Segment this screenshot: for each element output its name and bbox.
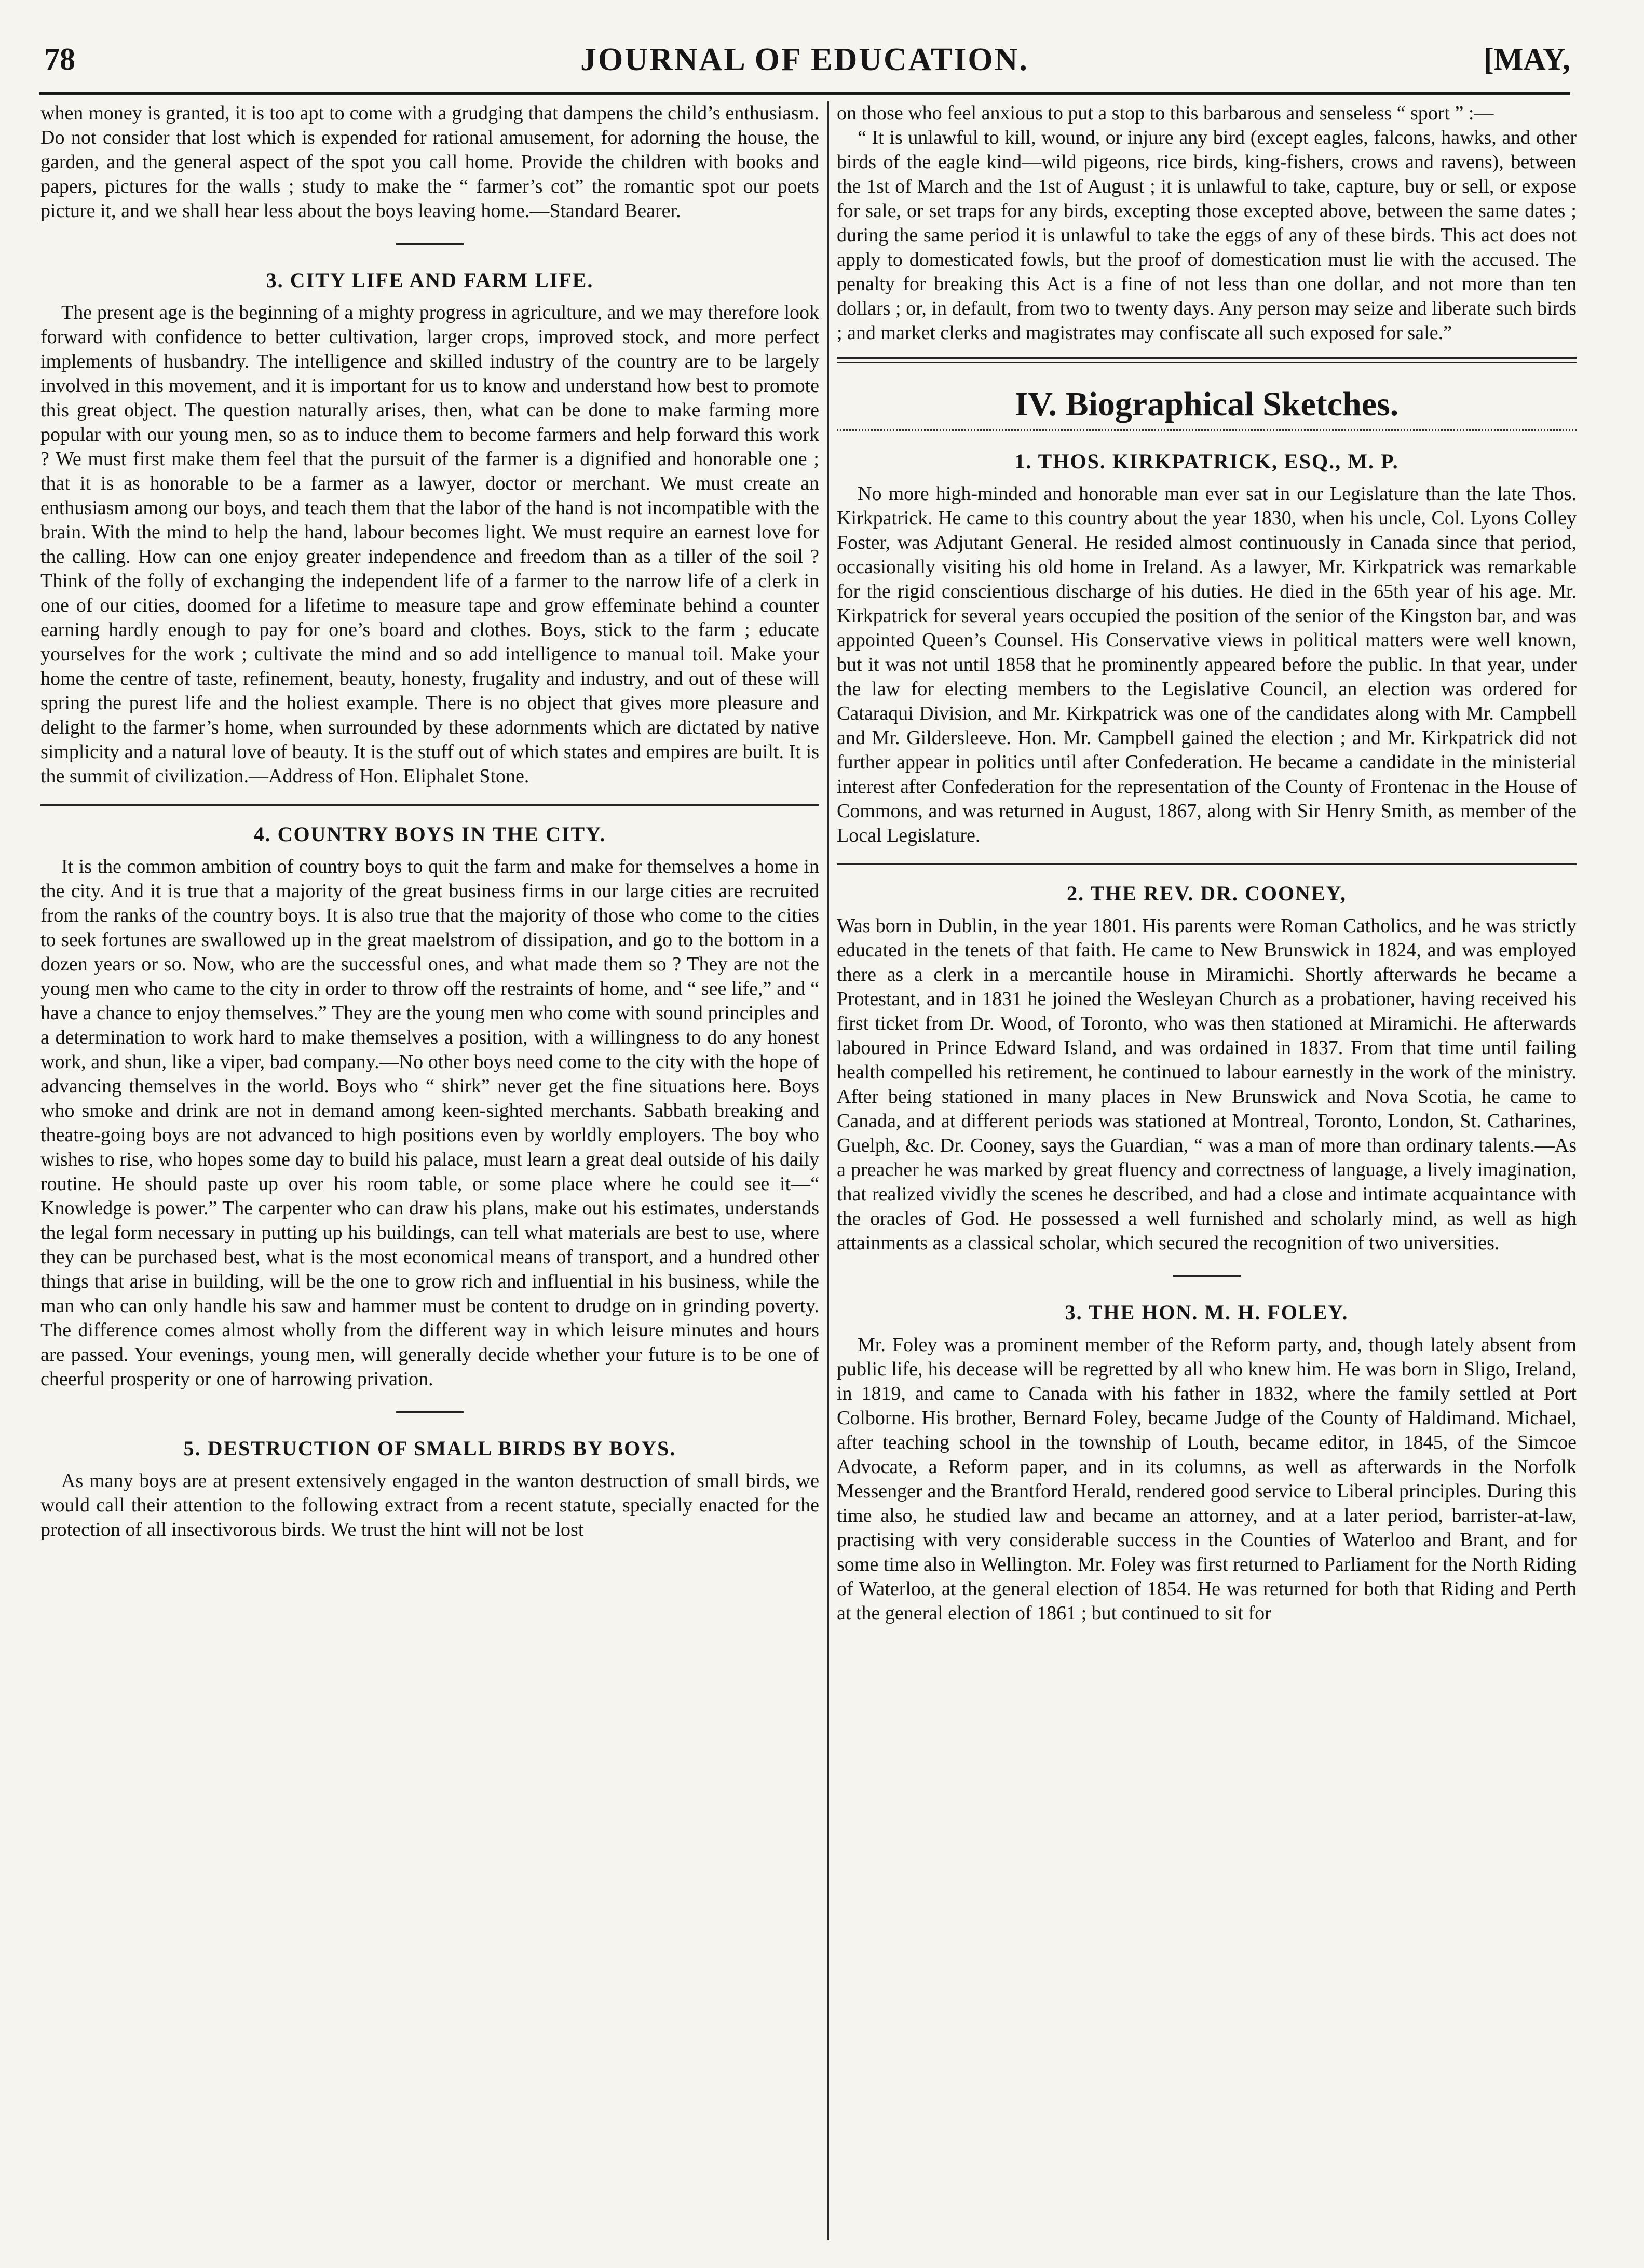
sketch-heading-kirkpatrick: 1. THOS. KIRKPATRICK, ESQ., M. P. — [1014, 450, 1399, 473]
separator-rule — [396, 1411, 464, 1413]
separator-rule — [396, 243, 464, 245]
sketch-body-kirkpatrick: No more high-minded and honorable man ever sat in our Legislature than the late Thos. Kirkpatrick. He came to this country about the year 1830, when his uncle, Col. Lyons Colley Foster, was Adjutant General. He resided almost continuously in Canada since that period, occasionally visiting his old home in Ireland. As a lawyer, Mr. Kirkpatrick was remarkable for the rigid conscientious discharge of his duties. He died in the 65th year of his age. Mr. Kirkpatrick for several years occupied the position of the senior of the Kingston bar, and was appointed Queen’s Counsel. His Conservative views in political matters were well known, but it was not until 1858 that he prominently appeared before the public. In that year, under the law for electing members to the Legislative Council, an election was ordered for Cataraqui Division, and Mr. Kirkpatrick was one of the candidates along with Mr. Campbell and Mr. Gildersleeve. Hon. Mr. Campbell gained the election ; and Mr. Kirkpatrick did not further appear in politics until after Confederation. He became a candidate in the ministerial interest after Confederation for the representation of the County of Frontenac in the House of Commons, and was returned in August, 1867, along with Sir Henry Smith, as member of the Local Legislature. — [837, 483, 1577, 846]
sketch-body-foley: Mr. Foley was a prominent member of the Reform party, and, though lately absent from public life, his decease will be regretted by all who knew him. He was born in Sligo, Ireland, in 1819, and came to Canada with his father in 1832, where the family settled at Port Colborne. His brother, Bernard Foley, became Judge of the County of Haldimand. Michael, after teaching school in the township of Louth, became editor, in 1845, of the Simcoe Advocate, a Reform paper, and in its columns, as well as afterwards in the Norfolk Messenger and the Brantford Herald, rendered good service to Liberal principles. During this time also, he studied law and became an attorney, and at a later period, barrister-at-law, practising with very considerable success in the Counties of Waterloo and Brant, and for some time also in Wellington. Mr. Foley was first returned to Parliament for the North Riding of Waterloo, at the general election of 1854. He was returned for both that Riding and Perth at the general election of 1861 ; but continued to sit for — [837, 1334, 1577, 1624]
statute-quote: “ It is unlawful to kill, wound, or injure any bird (except eagles, falcons, hawks, and other birds of the eagle kind—wild pigeons, rice birds, king-fishers, crows and ravens), between the 1st of March and the 1st of August ; it is unlawful to take, capture, buy or sell, or expose for sale, or set traps for any birds, excepting those excepted above, between the same dates ; during the same period it is unlawful to take the eggs of any of these birds. This act does not apply to domesticated fowls, but the proof of domestication must lie with the accused. The penalty for breaking this Act is a fine of not less than one dollar, and not more than ten dollars ; or, in default, from two to twenty days. Any person may seize and liberate such birds ; and market clerks and magistrates may confiscate all such exposed for sale.” — [837, 127, 1577, 344]
page-header — [39, 36, 1570, 93]
article-heading-country-boys: 4. COUNTRY BOYS IN THE CITY. — [253, 822, 606, 846]
column-divider — [827, 101, 829, 2240]
header-rule — [39, 92, 1570, 95]
article-body-small-birds: As many boys are at present extensively engaged in the wanton destruction of small birds, we would call their attention to the following extract from a recent statute, specially enacted for the protection of all insectivorous birds. We trust the hint will not be lost — [40, 1470, 819, 1541]
sketch-heading-cooney: 2. THE REV. DR. COONEY, — [1067, 882, 1347, 905]
issue-month: [MAY, — [1483, 42, 1570, 76]
section-rule — [837, 357, 1577, 363]
sketch-body-cooney: Was born in Dublin, in the year 1801. His parents were Roman Catholics, and he was strictly educated in the tenets of that faith. He came to New Brunswick in 1824, and was employed there as a clerk in a mercantile house in Miramichi. Shortly afterwards he became a Protestant, and in 1831 he joined the Wesleyan Church as a probationer, having received his first ticket from Dr. Wood, of Toronto, who was then stationed at Miramichi. He afterwards laboured in Prince Edward Island, and was ordained in 1837. From that time until failing health compelled his retirement, he continued to labour earnestly in the work of the ministry. After being stationed in many places in New Brunswick and Nova Scotia, he came to Canada, and at different periods was stationed at Montreal, Toronto, London, St. Catharines, Guelph, &c. Dr. Cooney, says the Guardian, “ was a man of more than ordinary talents.—As a preacher he was marked by great fluency and correctness of language, a lively imagination, that realized vividly the scenes he described, and had a close and intimate acquaintance with the oracles of God. He possessed a well furnished and scholarly mind, as well as high attainments as a classical scholar, which secured the recognition of two universities. — [837, 915, 1577, 1254]
article-heading-city-life: 3. CITY LIFE AND FARM LIFE. — [266, 268, 594, 292]
article-body-country-boys: It is the common ambition of country boys to quit the farm and make for themselves a home in the city. And it is true that a majority of the great business firms in our large cities are recruited from the ranks of the country boys. It is also true that the majority of those who come to the cities to seek fortunes are swallowed up in the great maelstrom of dissipation, and go to the bottom in a dozen years or so. Now, who are the successful ones, and what made them so ? They are not the young men who came to the city in order to throw off the restraints of home, and “ see life,” and “ have a chance to enjoy themselves.” They are the young men who come with sound principles and a determination to work hard to make themselves a position, with a willingness to do any honest work, and shun, like a viper, bad company.—No other boys need come to the city with the hope of advancing themselves in the world. Boys who “ shirk” never get the fine situations here. Boys who smoke and drink are not in demand among keen-sighted merchants. Sabbath breaking and theatre-going boys are not advanced to high positions even by worldly employers. The boy who wishes to rise, who hopes some day to build his palace, must learn a great deal outside of his daily routine. He should paste up over his room table, or some place where he could see it—“ Knowledge is power.” The carpenter who can draw his plans, make out his estimates, understands the legal form necessary in putting up his buildings, can tell what materials are best to use, where they can be purchased best, what is the most economical means of transport, and a hundred other things that arise in building, will be the one to grow rich and influential in his business, while the man who can only handle his saw and hammer must be content to drudge on in grinding poverty. The difference comes almost wholly from the different way in which leisure minutes and hours are passed. Your evenings, young men, will generally decide whether your future is to be one of cheerful prosperity or one of harrowing privation. — [40, 856, 819, 1390]
article-body-city-life: The present age is the beginning of a mighty progress in agriculture, and we may therefore look forward with confidence to better cultivation, larger crops, improved stock, and more perfect implements of husbandry. The intelligence and skilled industry of the country are to be largely involved in this movement, and it is important for us to know and understand how best to promote this great object. The question naturally arises, then, what can be done to make farming more popular with our young men, so as to induce them to become farmers and help forward this work ? We must first make them feel that the pursuit of the farmer is a dignified and honorable one ; that it is as honorable to be a farmer as a lawyer, doctor or merchant. We must create an enthusiasm among our boys, and teach them that the labor of the hand is not incompatible with the brain. With the mind to help the hand, labour becomes light. We must require an earnest love for the calling. How can one enjoy greater independence and freedom than as a tiller of the soil ? Think of the folly of exchanging the independent life of a farmer to the narrow life of a clerk in one of our cities, doomed for a lifetime to measure tape and grow effeminate behind a counter earning hardly enough to pay for one’s board and clothes. Boys, stick to the farm ; educate yourselves for the work ; cultivate the mind and so add intelligence to manual toil. Make your home the centre of taste, refinement, beauty, honesty, frugality and industry, and out of these will spring the purest life and the holiest example. There is no object that gives more pleasure and delight to the farmer’s home, when surrounded by these adornments which are dictated by native simplicity and a natural love of beauty. It is the stuff out of which states and empires are built. It is the summit of civilization.—Address of Hon. Eliphalet Stone. — [40, 302, 819, 787]
separator-rule — [40, 804, 819, 806]
journal-title: JOURNAL OF EDUCATION. — [580, 42, 1029, 77]
ornamental-rule — [837, 429, 1577, 435]
sketch-heading-foley: 3. THE HON. M. H. FOLEY. — [1065, 1301, 1349, 1324]
page-number: 78 — [44, 42, 75, 76]
intro-paragraph: when money is granted, it is too apt to come with a grudging that dampens the child’s enthusiasm. Do not consider that lost which is expended for rational amusement, for adorning the house, the garden, and the general aspect of the spot you call home. Provide the children with books and papers, pictures for the walls ; study to make the “ farmer’s cot” the romantic spot our poets picture it, and we shall hear less about the boys leaving home.—Standard Bearer. — [40, 102, 819, 222]
separator-rule — [1173, 1275, 1241, 1277]
continued-paragraph: on those who feel anxious to put a stop to this barbarous and senseless “ sport ” :— — [837, 102, 1494, 124]
separator-rule — [837, 863, 1577, 865]
right-column — [837, 101, 1577, 2240]
section-title: IV. Biographical Sketches. — [1014, 385, 1399, 423]
article-heading-small-birds: 5. DESTRUCTION OF SMALL BIRDS BY BOYS. — [183, 1437, 676, 1460]
left-column — [40, 101, 819, 2240]
